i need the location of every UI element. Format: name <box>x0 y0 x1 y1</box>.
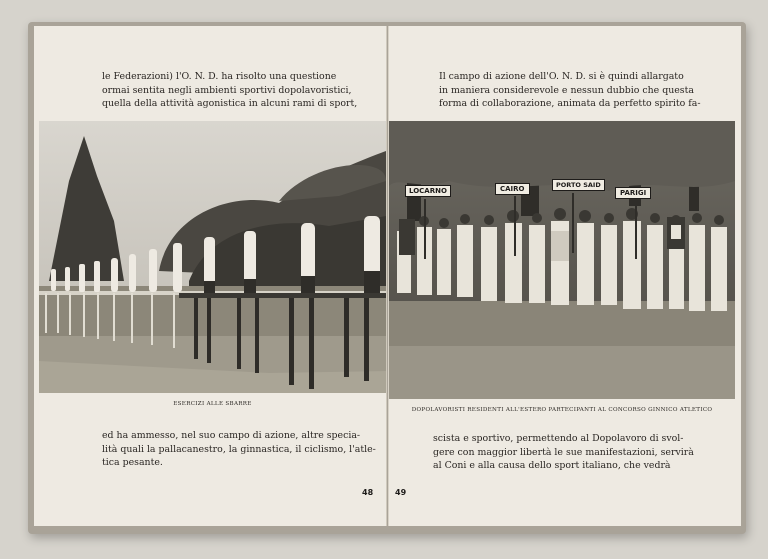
text-line: le Federazioni) l'O. N. D. ha risolto una questione <box>102 71 337 82</box>
page-number: 48 <box>362 488 374 497</box>
text-line: quella della attività agonistica in alcuni rami di sport, <box>102 98 358 109</box>
text-line: gere con maggior libertà le sue manifestazioni, servirà <box>433 446 694 458</box>
text-line: al Coni e alla causa dello sport italiano, che vedrà <box>433 460 671 471</box>
text-line: scista e sportivo, permettendo al Dopolavoro di svol- <box>433 433 684 444</box>
text-line: ed ha ammesso, nel suo campo di azione, altre specia- <box>102 430 361 441</box>
sign-cairo: CAIRO <box>495 183 530 195</box>
page-number: 49 <box>395 488 407 497</box>
photo-athletes-parade <box>389 121 735 399</box>
left-top-paragraph <box>102 70 357 111</box>
photo-caption: ESERCIZI ALLE SBARRE <box>173 401 252 407</box>
right-page <box>388 26 741 526</box>
sign-porto-said: PORTO SAID <box>552 179 605 191</box>
right-top-paragraph <box>439 70 701 111</box>
text-line: forma di collaborazione, animata da perfetto spirito fa- <box>439 98 701 109</box>
sign-parigi: PARIGI <box>615 187 651 199</box>
photo-caption: DOPOLAVORISTI RESIDENTI ALL'ESTERO PARTECIPANTI AL CONCORSO GINNICO ATLETICO <box>411 407 713 413</box>
text-line: Il campo di azione dell'O. N. D. si è quindi allargato <box>439 71 684 82</box>
text-line: in maniera considerevole e nessun dubbio che questa <box>439 84 694 96</box>
left-page <box>34 26 387 526</box>
text-line: lità quali la pallacanestro, la ginnastica, il ciclismo, l'atle- <box>102 443 376 455</box>
left-bottom-paragraph <box>102 429 376 470</box>
text-line: tica pesante. <box>102 457 163 468</box>
photo-parallel-bars <box>39 121 386 393</box>
right-bottom-paragraph <box>433 432 694 473</box>
sign-locarno: LOCARNO <box>405 185 451 197</box>
text-line: ormai sentita negli ambienti sportivi dopolavoristici, <box>102 84 352 96</box>
